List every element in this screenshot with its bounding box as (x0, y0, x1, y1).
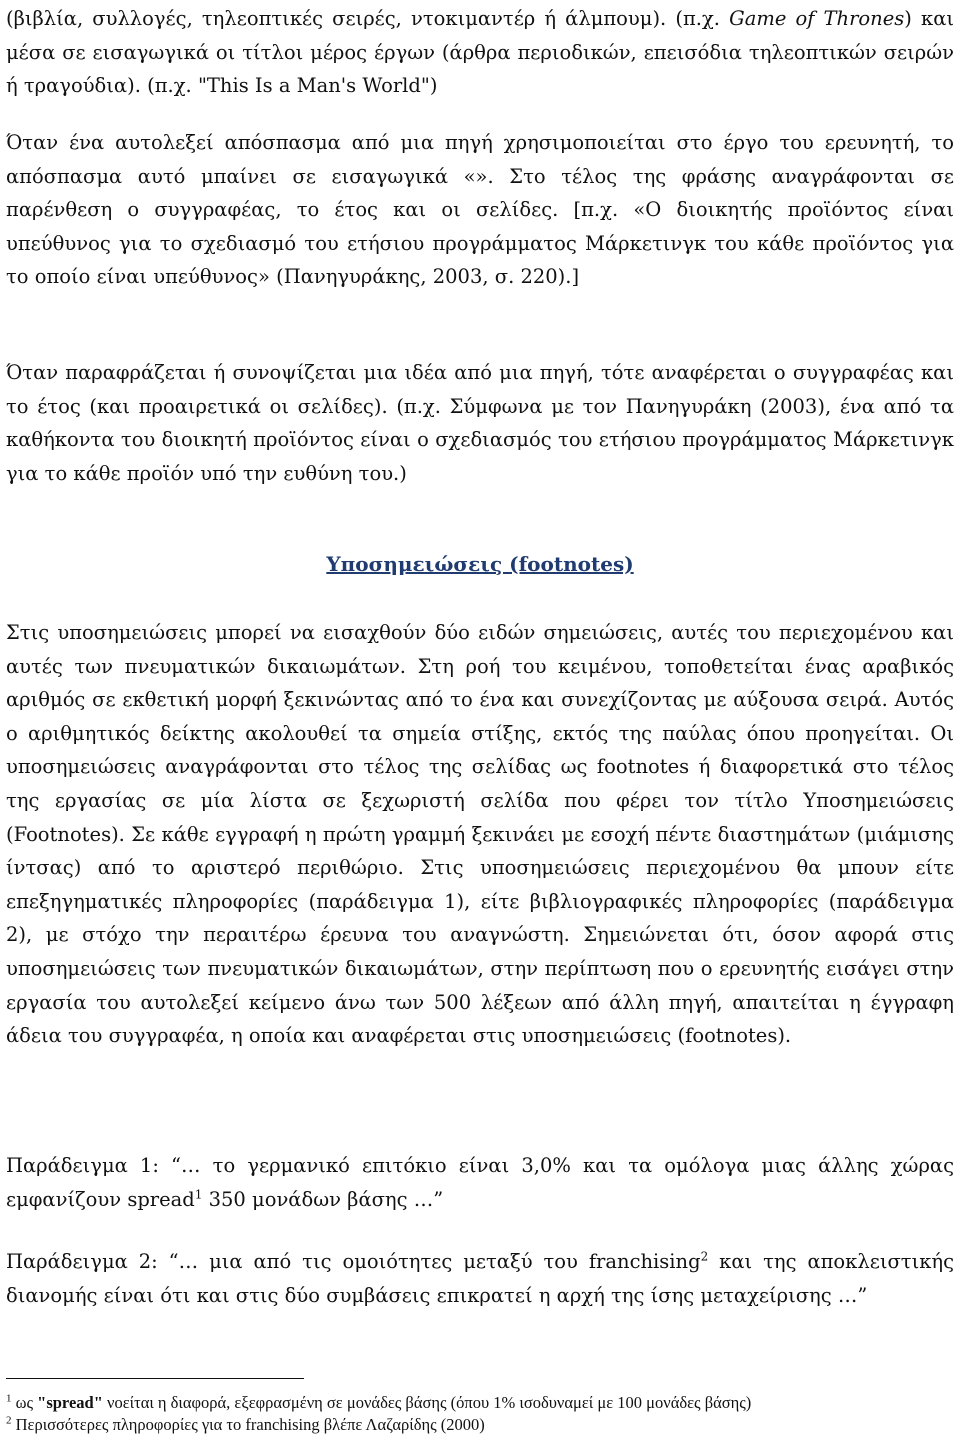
footnote-separator (6, 1378, 304, 1379)
text-run: νοείται η διαφορά, εξεφρασμένη σε μονάδες βάσης (όπου 1% ισοδυναμεί με 100 μονάδες βάσης) (102, 1393, 752, 1412)
paragraph-footnotes-description: Στις υποσημειώσεις μπορεί να εισαχθούν δύο ειδών σημειώσεις, αυτές του περιεχομένου και αυτές των πνευματικών δικαιωμάτων. Στη ροή του κειμένου, τοποθετείται ένας αραβικός αριθμός σε εκθετική μορφή ξεκινώντας από το ένα και συνεχίζοντας με αύξουσα σειρά. Αυτός ο αριθμητικός δείκτης ακολουθεί τα σημεία στίξης, εκτός της παύλας όπου προηγείται. Οι υποσημειώσεις αναγράφονται στο τέλος της σελίδας ως footnotes ή διαφορετικά στο τέλος της εργασίας σε μία λίστα σε ξεχωριστή σελίδα που φέρει τον τίτλο Υποσημειώσεις (Footnotes). Σε κάθε εγγραφή η πρώτη γραμμή ξεκινάει με εσοχή πέντε διαστημάτων (μιάμισης ίντσας) από το αριστερό περιθώριο. Στις υποσημειώσεις περιεχομένου θα μπουν είτε επεξηγηματικές πληροφορίες (παράδειγμα 1), είτε βιβλιογραφικές πληροφορίες (παράδειγμα 2), με στόχο την περαιτέρω έρευνα του αναγνώστη. Σημειώνεται ότι, όσον αφορά στις υποσημειώσεις των πνευματικών δικαιωμάτων, στην περίπτωση που ο ερευνητής εισάγει στην εργασία του αυτολεξεί κείμενο άνω των 500 λέξεων από άλλη πηγή, απαιτείται η έγγραφη άδεια του συγγραφέα, η οποία και αναφέρεται στις υποσημειώσεις (footnotes). (6, 621, 954, 1048)
footnote-1 (6, 1392, 954, 1414)
text-run: ως (11, 1393, 38, 1412)
example-2 (6, 1245, 954, 1312)
text-run: και της αποκλειστικής διανομής είναι ότι και στις δύο συμβάσεις επικρατεί η αρχή της ίσης μεταχείρισης …” (6, 1250, 955, 1307)
bold-term: "spread" (37, 1393, 103, 1412)
footnote-number: 1 (6, 1392, 12, 1405)
paragraph-paraphrase: Όταν παραφράζεται ή συνοψίζεται μια ιδέα από μια πηγή, τότε αναφέρεται ο συγγραφέας και το έτος (και προαιρετικά οι σελίδες). (π.χ. Σύμφωνα με τον Πανηγυράκη (2003), ένα από τα καθήκοντα του διοικητή προϊόντος είναι ο σχεδιασμός του ετήσιου προγράμματος Μάρκετινγκ για το κάθε προϊόν υπό την ευθύνη του.) (6, 361, 954, 485)
text-run: 350 μονάδων βάσης …” (202, 1187, 444, 1211)
footnote-ref[interactable]: 2 (700, 1249, 709, 1264)
text-run: Παράδειγμα 1: “… το γερμανικό επιτόκιο είναι 3,0% και τα ομόλογα μιας άλλης χώρας εμφανίζουν spread (6, 1154, 954, 1211)
paragraph-direct-quote: Όταν ένα αυτολεξεί απόσπασμα από μια πηγή χρησιμοποιείται στο έργο του ερευνητή, το απόσπασμα αυτό μπαίνει σε εισαγωγικά «». Στο τέλος της φράσης αναγράφονται σε παρένθεση ο συγγραφέας, το έτος και οι σελίδες. [π.χ. «Ο διοικητής προϊόντος είναι υπεύθυνος για το σχεδιασμό του ετήσιου προγράμματος Μάρκετινγκ του κάθε προϊόντος για το οποίο είναι υπεύθυνος» (Πανηγυράκης, 2003, σ. 220).] (6, 131, 954, 289)
italic-title: Game of Thrones (729, 7, 905, 30)
section-heading-footnotes: Υποσημειώσεις (footnotes) (326, 552, 634, 576)
text-run: Περισσότερες πληροφορίες για το franchising βλέπε Λαζαρίδης (2000) (11, 1415, 485, 1434)
text-run: (βιβλία, συλλογές, τηλεοπτικές σειρές, ντοκιμαντέρ ή άλμπουμ). (π.χ. (6, 7, 730, 30)
example-1 (6, 1149, 954, 1216)
paragraph-titles-italics (6, 2, 954, 103)
footnote-ref[interactable]: 1 (194, 1187, 203, 1202)
footnote-number: 2 (6, 1414, 12, 1427)
text-run: ) και μέσα σε εισαγωγικά οι τίτλοι μέρος έργων (άρθρα περιοδικών, επεισόδια τηλεοπτικών σειρών ή τραγούδια). (π.χ. "This Is a Man's World") (6, 7, 955, 98)
footnote-2 (6, 1414, 954, 1436)
text-run: Παράδειγμα 2: “… μια από τις ομοιότητες μεταξύ του franchising (6, 1250, 701, 1273)
